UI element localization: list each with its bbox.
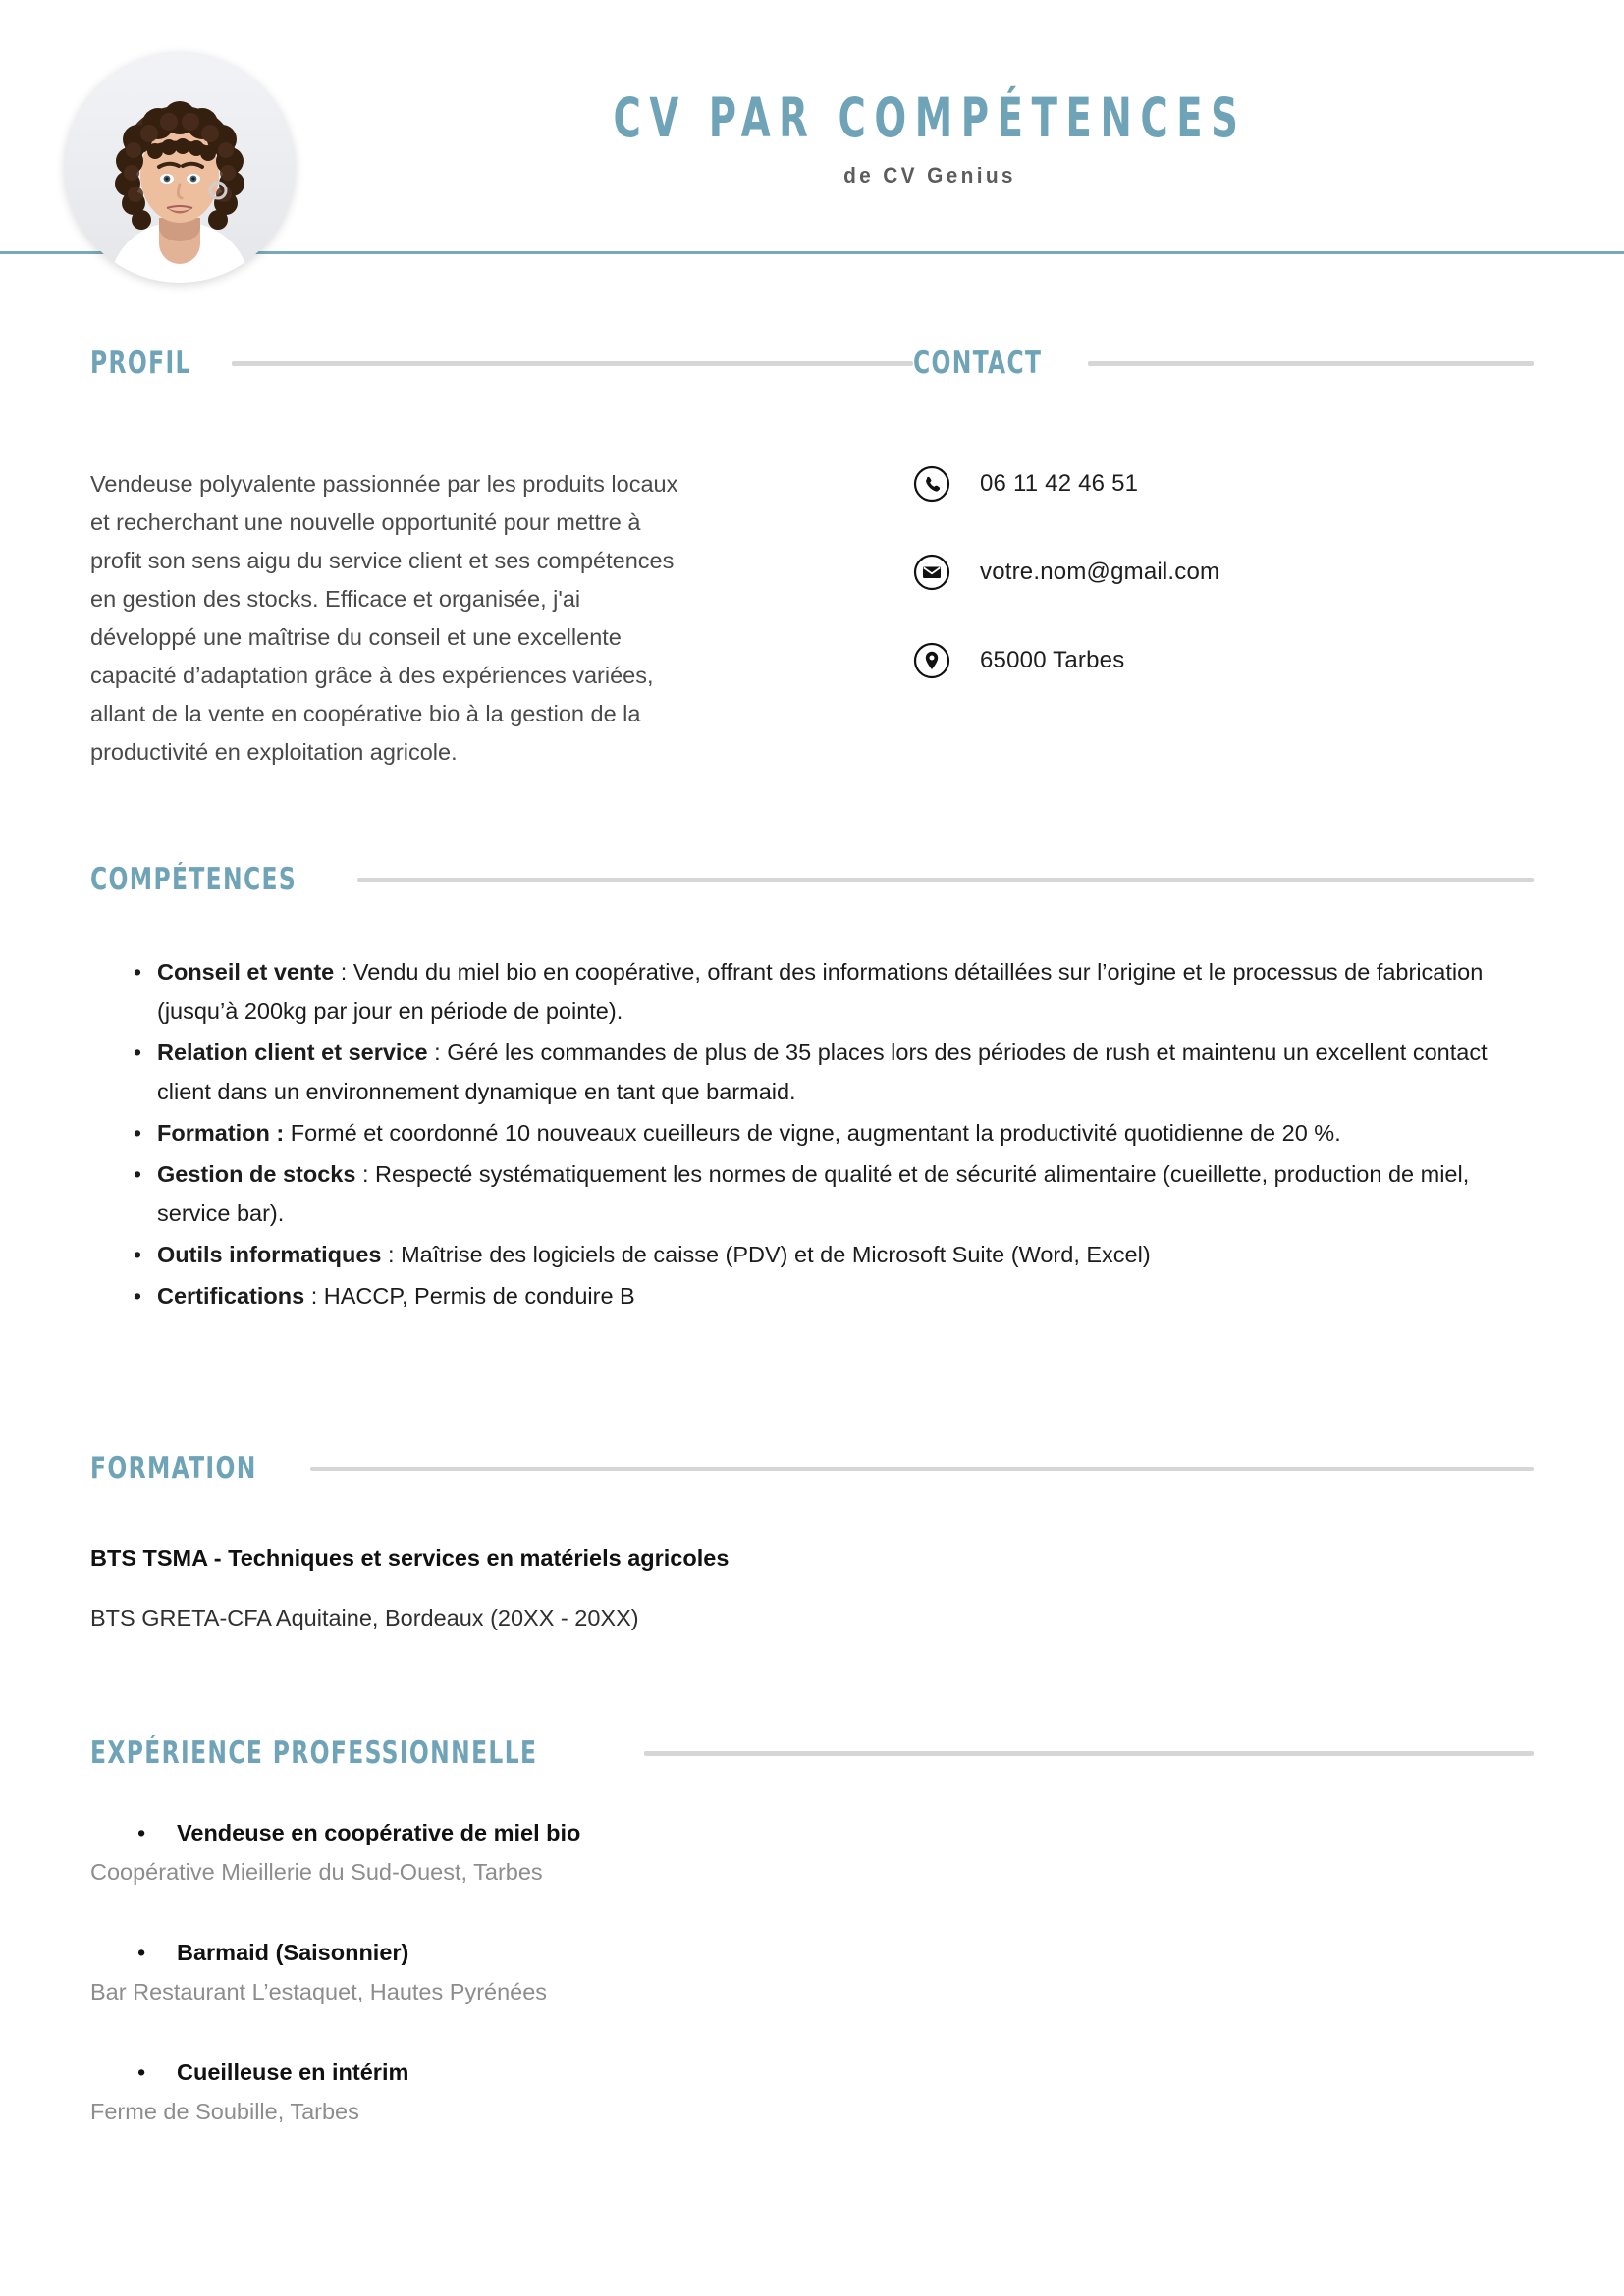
list-item bbox=[90, 1276, 1534, 1315]
experience-item bbox=[90, 1936, 1534, 2010]
contact-item-location bbox=[913, 642, 1534, 679]
experience-section-heading bbox=[90, 1735, 1534, 1771]
skills-list bbox=[90, 952, 1534, 1315]
page-title: CV PAR COMPÉTENCES bbox=[613, 86, 1247, 149]
list-item bbox=[90, 1235, 1534, 1274]
list-item bbox=[90, 1033, 1534, 1111]
contact-location-value[interactable]: 65000 Tarbes bbox=[980, 647, 1125, 673]
education-school: BTS GRETA-CFA Aquitaine, Bordeaux (20XX - 20XX) bbox=[90, 1605, 639, 1630]
skill-description: Respecté systématiquement les normes de qualité et de sécurité alimentaire (cueillette, production de miel, service bar). bbox=[157, 1161, 1470, 1226]
skill-separator: : bbox=[304, 1283, 324, 1308]
section-rule bbox=[232, 361, 913, 366]
list-item bbox=[90, 1154, 1534, 1233]
contact-section-title: CONTACT bbox=[913, 346, 1043, 381]
profile-section-heading bbox=[90, 346, 913, 381]
contact-section-heading bbox=[913, 346, 1534, 381]
profile-contact-row bbox=[0, 346, 1624, 795]
experience-item bbox=[90, 1816, 1534, 1891]
skills-section-title: COMPÉTENCES bbox=[90, 862, 298, 897]
education-degree: BTS TSMA - Techniques et services en matériels agricoles bbox=[90, 1545, 730, 1571]
skill-description: Vendu du miel bio en coopérative, offrant des informations détaillées sur l’origine et le processus de fabrication (jusqu’à 200kg par jour en période de pointe). bbox=[157, 959, 1484, 1024]
skill-label: Relation client et service bbox=[157, 1040, 428, 1065]
experience-job-title: • Vendeuse en coopérative de miel bio bbox=[90, 1816, 1534, 1849]
education-section bbox=[90, 1451, 1534, 1631]
location-pin-icon bbox=[913, 642, 950, 679]
skill-separator: : bbox=[427, 1040, 448, 1065]
skill-separator: : bbox=[334, 959, 353, 985]
skill-label: Formation : bbox=[157, 1120, 285, 1146]
skill-label: Certifications bbox=[157, 1283, 305, 1308]
section-rule bbox=[644, 1751, 1534, 1756]
contact-phone-value[interactable]: 06 11 42 46 51 bbox=[980, 470, 1139, 497]
avatar-photo bbox=[65, 53, 295, 283]
skills-section bbox=[90, 862, 1534, 1317]
skill-label: Outils informatiques bbox=[157, 1242, 382, 1267]
page-subtitle: de CV Genius bbox=[843, 162, 1016, 187]
skill-description: Géré les commandes de plus de 35 places lors des périodes de rush et maintenu un excellent contact client dans un environnement dynamique en tant que barmaid. bbox=[157, 1040, 1488, 1104]
section-rule bbox=[1088, 361, 1534, 366]
profile-section-title: PROFIL bbox=[90, 346, 191, 381]
skill-separator: : bbox=[355, 1161, 376, 1187]
avatar bbox=[65, 53, 295, 283]
profile-section bbox=[0, 346, 913, 795]
skills-section-heading bbox=[90, 862, 1534, 897]
experience-item bbox=[90, 2056, 1534, 2130]
email-icon bbox=[913, 554, 950, 591]
experience-job-company: Ferme de Soubille, Tarbes bbox=[90, 2099, 359, 2124]
title-block bbox=[324, 86, 1536, 188]
list-item bbox=[90, 952, 1534, 1031]
phone-icon bbox=[913, 465, 950, 503]
list-item bbox=[90, 1113, 1534, 1152]
document-header bbox=[0, 0, 1624, 265]
education-section-title: FORMATION bbox=[90, 1451, 257, 1486]
skill-description: HACCP, Permis de conduire B bbox=[323, 1283, 635, 1308]
section-rule bbox=[310, 1467, 1534, 1471]
skill-description: Formé et coordonné 10 nouveaux cueilleurs de vigne, augmentant la productivité quotidienne de 20 %. bbox=[290, 1120, 1341, 1146]
contact-item-phone bbox=[913, 465, 1534, 503]
contact-email-value[interactable]: votre.nom@gmail.com bbox=[980, 559, 1220, 585]
education-section-heading bbox=[90, 1451, 1534, 1486]
section-rule bbox=[357, 878, 1534, 882]
skill-description: Maîtrise des logiciels de caisse (PDV) et de Microsoft Suite (Word, Excel) bbox=[401, 1242, 1151, 1267]
contact-section bbox=[913, 346, 1624, 795]
experience-job-company: Coopérative Mieillerie du Sud-Ouest, Tarbes bbox=[90, 1859, 543, 1885]
skill-label: Gestion de stocks bbox=[157, 1161, 356, 1187]
skill-separator: : bbox=[381, 1242, 402, 1267]
experience-job-company: Bar Restaurant L’estaquet, Hautes Pyrénées bbox=[90, 1979, 548, 2004]
experience-job-title: • Barmaid (Saisonnier) bbox=[90, 1936, 1534, 1969]
contact-list bbox=[913, 465, 1534, 679]
profile-text: Vendeuse polyvalente passionnée par les produits locaux et recherchant une nouvelle opportunité pour mettre à profit son sens aigu du service client et ses compétences en gestion des stocks. Efficace et organisée, j'ai développé une maîtrise du conseil et une excellente capacité d’adaptation grâce à des expériences variées, allant de la vente en coopérative bio à la gestion de la productivité en exploitation agricole. bbox=[90, 471, 678, 765]
experience-section-title: EXPÉRIENCE PROFESSIONNELLE bbox=[90, 1735, 538, 1771]
experience-section bbox=[90, 1735, 1534, 2130]
skill-label: Conseil et vente bbox=[157, 959, 335, 985]
experience-job-title: • Cueilleuse en intérim bbox=[90, 2056, 1534, 2089]
contact-item-email bbox=[913, 554, 1534, 591]
